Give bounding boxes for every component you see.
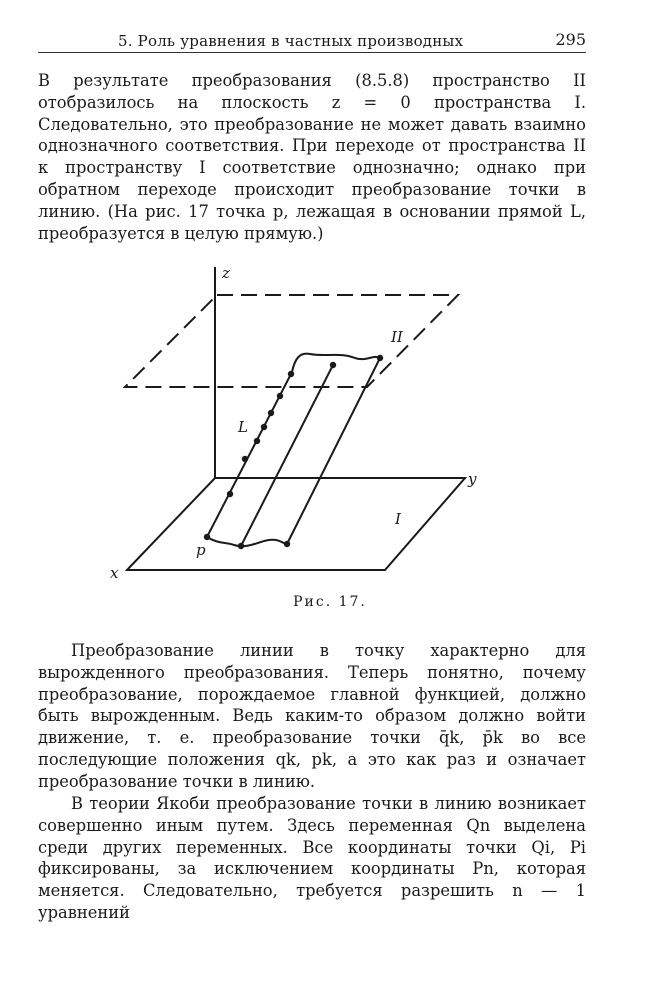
point-top-2: [330, 362, 336, 368]
label-z: z: [222, 264, 230, 282]
point-bottom-3: [284, 541, 290, 547]
page-number: 295: [555, 30, 586, 49]
point-on-L: [227, 491, 233, 497]
label-p: p: [196, 541, 206, 559]
top-curve: [292, 354, 380, 372]
label-x: x: [110, 564, 119, 582]
label-L: L: [238, 418, 248, 436]
label-y: y: [468, 470, 477, 488]
figure-caption: Рис. 17.: [293, 594, 367, 610]
point-on-L: [268, 410, 274, 416]
figure-17: [100, 258, 480, 588]
point-bottom-2: [238, 543, 244, 549]
vertical-line-2: [287, 358, 380, 544]
point-on-L: [288, 371, 294, 377]
label-plane-II: II: [391, 328, 403, 346]
vertical-line-1: [241, 365, 333, 546]
point-on-L: [277, 393, 283, 399]
point-p: [204, 534, 210, 540]
paragraph-2: Преобразование линии в точку характерно для вырожденного преобразования. Теперь понятно, почему преобразование, порождаемое главной функцией, должно быть вырожденным. Ведь каким-то образом должно войти движение, т. е. преобразование точки q̄k, p̄k во все последующие положения qk, pk, а это как раз и означает преобразование точки в линию.: [38, 641, 586, 791]
running-header: [38, 30, 586, 53]
label-plane-I: I: [395, 510, 401, 528]
point-on-L: [242, 456, 248, 462]
point-on-L: [254, 438, 260, 444]
header-title: 5. Роль уравнения в частных производных: [118, 32, 464, 50]
paragraph-3: В теории Якоби преобразование точки в линию возникает совершенно иным путем. Здесь переменная Qn выделена среди других переменных. Все координаты точки Qi, Pi фиксированы, за исключением координаты Pn, которая меняется. Следовательно, требуется разрешить n — 1 уравнений: [38, 794, 586, 922]
paragraph-1: В результате преобразования (8.5.8) пространство II отобразилось на плоскость z = 0 пространства I. Следовательно, это преобразование не может давать взаимно однозначного соответствия. При переходе от пространства II к пространству I соответствие однозначно; однако при обратном переходе происходит преобразование точки в линию. (На рис. 17 точка p, лежащая в основании прямой L, преобразуется в целую прямую.): [38, 71, 586, 243]
point-on-L: [261, 424, 267, 430]
point-top-3: [377, 355, 383, 361]
bottom-curve: [207, 537, 287, 546]
